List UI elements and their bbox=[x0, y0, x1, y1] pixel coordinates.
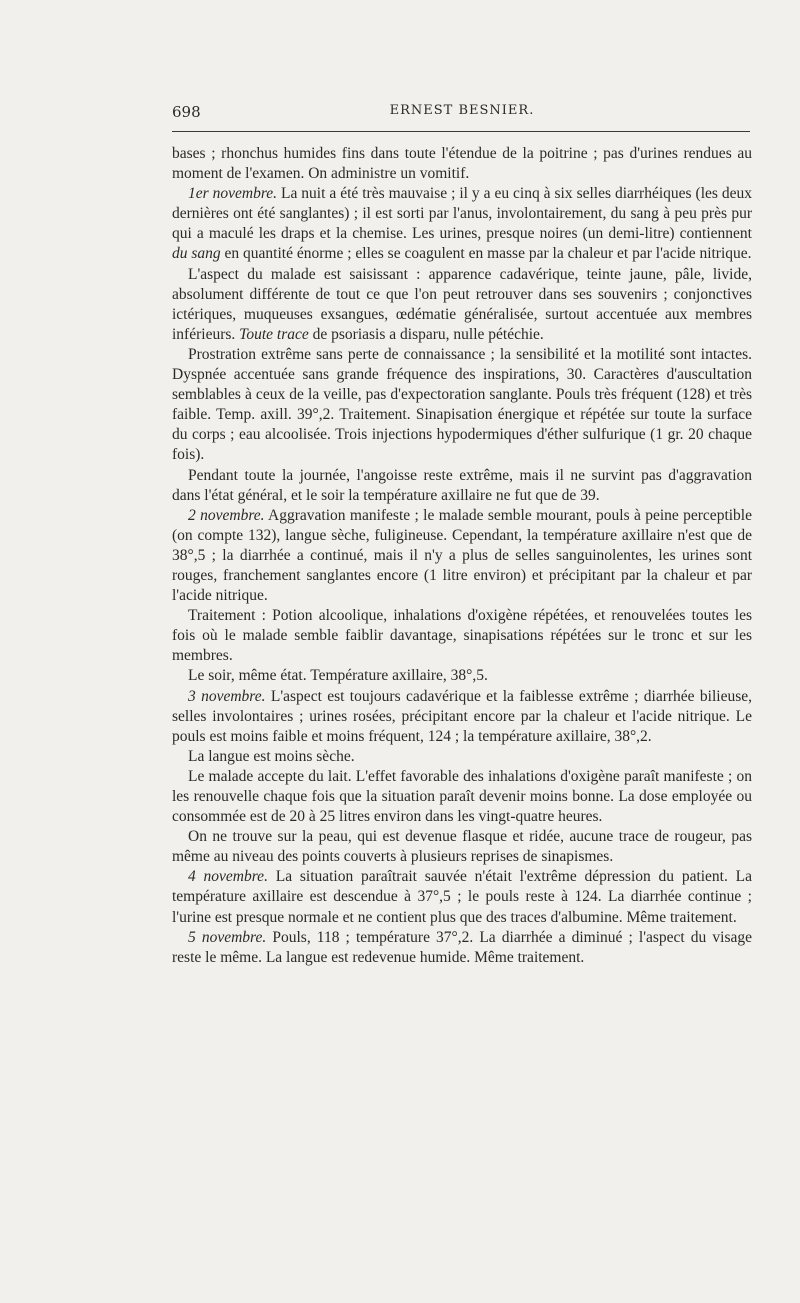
paragraph-13 bbox=[172, 928, 752, 968]
date-label: 2 novembre. bbox=[188, 506, 265, 524]
paragraph-8 bbox=[172, 687, 752, 747]
paragraph-3 bbox=[172, 345, 752, 466]
paragraph-10 bbox=[172, 767, 752, 827]
header-rule bbox=[172, 131, 750, 132]
date-label: 3 novembre. bbox=[188, 687, 266, 705]
date-label: 1er novembre. bbox=[188, 185, 278, 203]
page-number: 698 bbox=[172, 103, 201, 121]
paragraph-12 bbox=[172, 867, 752, 927]
paragraph-0 bbox=[172, 144, 752, 184]
paragraph-text: La nuit a été très mauvaise ; il y a eu cinq à six selles diarrhéiques (les deux dernières ont été sanglantes) ; il est sorti par l'anus, involontairement, du sang à peu près pur qui a maculé les draps et la chemise. Les urines, presque noires (un demi-litre) contiennent bbox=[172, 185, 752, 243]
paragraph-1 bbox=[172, 184, 752, 264]
italic-phrase: Toute trace bbox=[239, 325, 309, 343]
paragraph-text: Traitement : Potion alcoolique, inhalations d'oxigène répétées, et renouvelées toutes les fois où le malade semble faiblir davantage, sinapisations répétées sur le tronc et sur les membres. bbox=[172, 607, 752, 665]
paragraph-text: La langue est moins sèche. bbox=[188, 747, 355, 765]
paragraph-text: Le soir, même état. Température axillaire, 38°,5. bbox=[188, 667, 488, 685]
paragraph-7 bbox=[172, 666, 752, 686]
paragraph-text-tail: en quantité énorme ; elles se coagulent en masse par la chaleur et par l'acide nitrique. bbox=[220, 245, 752, 263]
paragraph-text: bases ; rhonchus humides fins dans toute l'étendue de la poitrine ; pas d'urines rendues au moment de l'examen. On administre un vomitif. bbox=[172, 145, 752, 183]
paragraph-text: L'aspect du malade est saisissant : apparence cadavérique, teinte jaune, pâle, livide, absolument différente de tout ce que l'on peut retrouver dans ses souvenirs ; conjonctives ictériques, muqueuses exsangues, œdématie généralisée, surtout accentuée aux membres inférieurs. bbox=[172, 265, 752, 343]
paragraph-text: Pendant toute la journée, l'angoisse reste extrême, mais il ne survint pas d'aggravation dans l'état général, et le soir la température axillaire ne fut que de 39. bbox=[172, 466, 752, 504]
paragraph-2 bbox=[172, 265, 752, 345]
paragraph-text: On ne trouve sur la peau, qui est devenue flasque et ridée, aucune trace de rougeur, pas même au niveau des points couverts à plusieurs reprises de sinapismes. bbox=[172, 828, 752, 866]
paragraph-6 bbox=[172, 606, 752, 666]
paragraph-text: Pouls, 118 ; température 37°,2. La diarrhée a diminué ; l'aspect du visage reste le même. La langue est redevenue humide. Même traitement. bbox=[172, 928, 752, 966]
paragraph-4 bbox=[172, 466, 752, 506]
paragraph-text: La situation paraîtrait sauvée n'était l'extrême dépression du patient. La température axillaire est descendue à 37°,5 ; le pouls reste à 124. La diarrhée continue ; l'urine est presque normale et ne contient plus que des traces d'albumine. Même traitement. bbox=[172, 868, 752, 926]
paragraph-text-tail: de psoriasis a disparu, nulle pétéchie. bbox=[308, 325, 544, 343]
page-header bbox=[172, 103, 752, 125]
running-title: ERNEST BESNIER. bbox=[389, 103, 535, 118]
paragraph-9 bbox=[172, 747, 752, 767]
date-label: 5 novembre. bbox=[188, 928, 267, 946]
body-text bbox=[172, 144, 752, 968]
paragraph-text: Le malade accepte du lait. L'effet favorable des inhalations d'oxigène paraît manifeste ; on les renouvelle chaque fois que la situation paraît devenir moins bonne. La dose employée ou consommée est de 20 à 25 litres environ dans les vingt-quatre heures. bbox=[172, 767, 752, 826]
paragraph-text: Prostration extrême sans perte de connaissance ; la sensibilité et la motilité sont intactes. Dyspnée accentuée sans grande fréquence des inspirations, 30. Caractères d'auscultation semblables à ceux de la veille, pas d'expectoration sanglante. Pouls très fréquent (128) et très faible. Temp. axill. 39°,2. Traitement. Sinapisation énergique et répétée sur toute la surface du corps ; eau alcoolisée. Trois injections hypodermiques d'éther sulfurique (1 gr. 20 chaque fois). bbox=[172, 345, 752, 464]
italic-phrase: du sang bbox=[172, 245, 221, 263]
paragraph-text: Aggravation manifeste ; le malade semble mourant, pouls à peine perceptible (on compte 132), langue sèche, fuligineuse. Cependant, la température axillaire n'est que de 38°,5 ; la diarrhée a continué, mais il n'y a plus de selles sanguinolentes, les urines sont rouges, franchement sanglantes encore (1 litre environ) et précipitant par la chaleur et par l'acide nitrique. bbox=[172, 506, 752, 605]
paragraph-text: L'aspect est toujours cadavérique et la faiblesse extrême ; diarrhée bilieuse, selles involontaires ; urines rosées, précipitant encore par la chaleur et l'acide nitrique. Le pouls est moins faible et moins fréquent, 124 ; la température axillaire, 38°,2. bbox=[172, 687, 752, 745]
paragraph-11 bbox=[172, 827, 752, 867]
date-label: 4 novembre. bbox=[188, 868, 268, 886]
paragraph-5 bbox=[172, 506, 752, 606]
